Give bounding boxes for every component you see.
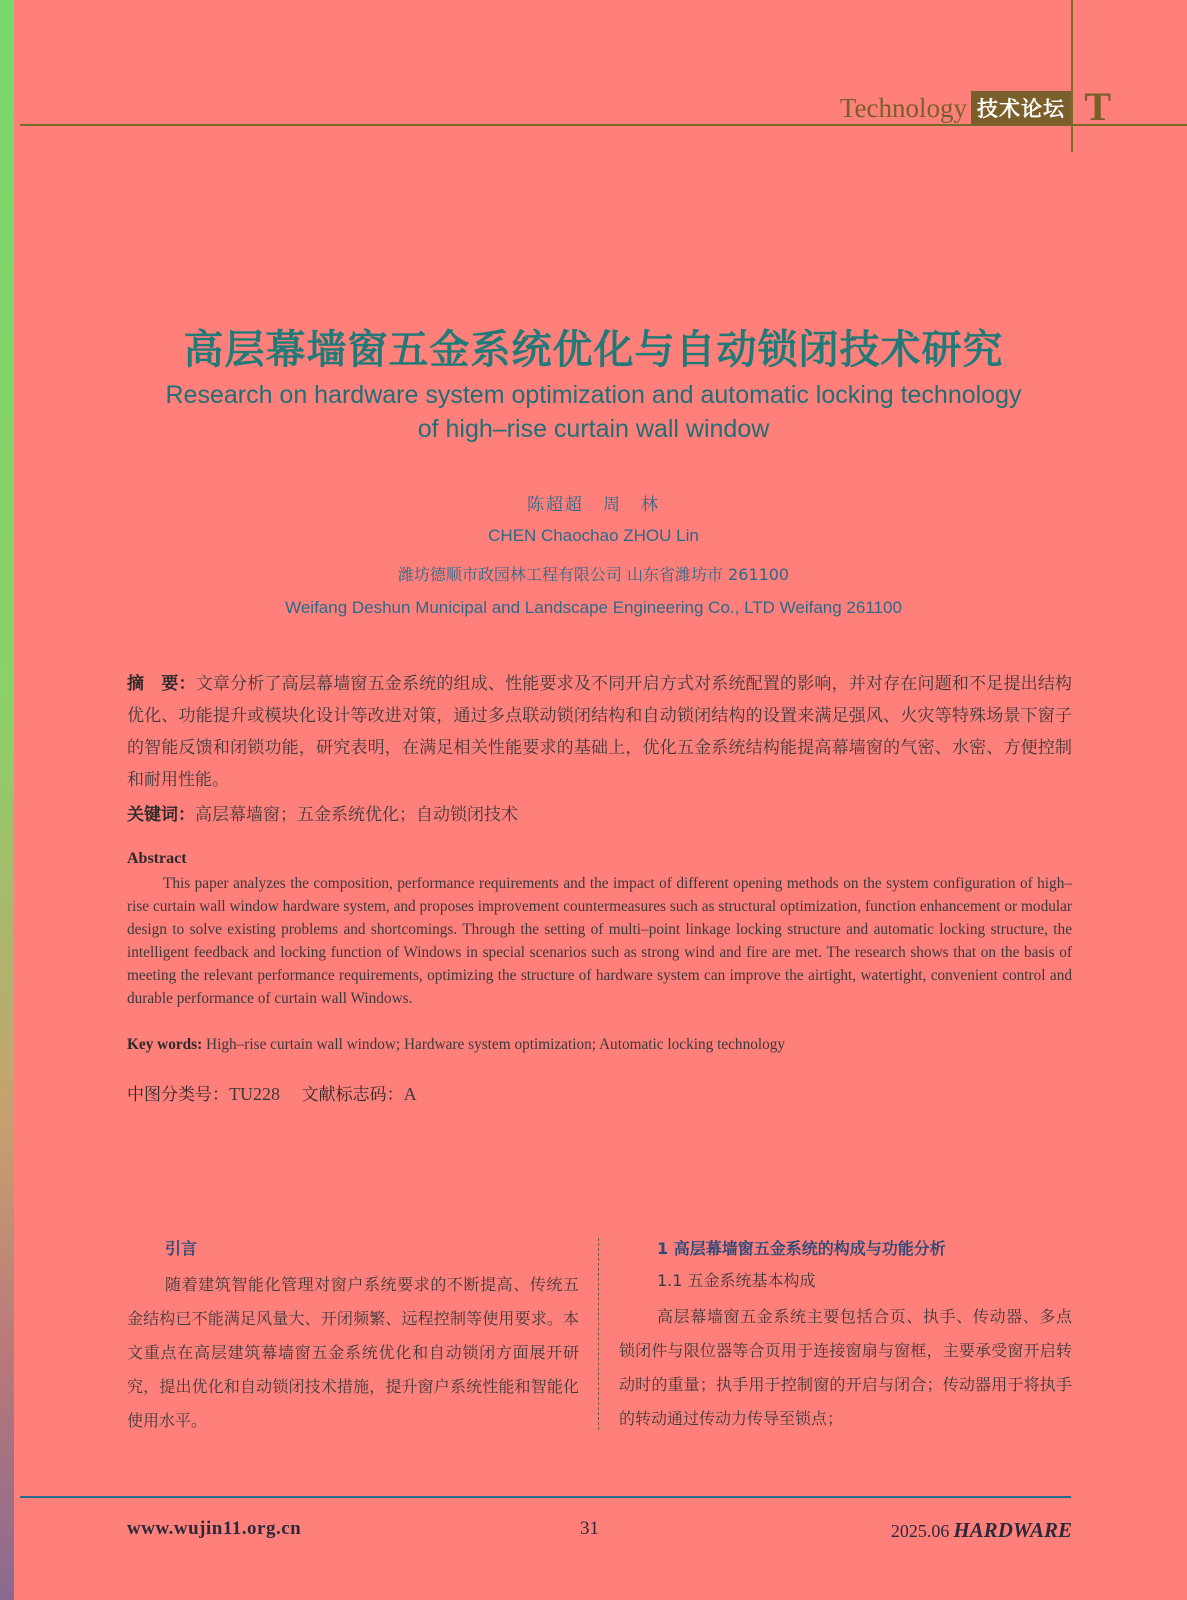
keywords-zh	[127, 800, 518, 825]
footer-issue	[891, 1518, 1072, 1543]
body-right-column	[619, 1236, 1072, 1436]
left-color-strip	[0, 0, 14, 1600]
doc-code-value: A	[403, 1084, 417, 1104]
clc-label: 中图分类号：	[127, 1085, 229, 1105]
section-header	[839, 84, 1111, 129]
keywords-en-label: Key words:	[127, 1036, 203, 1053]
section1-heading: 1 高层幕墙窗五金系统的构成与功能分析	[657, 1239, 946, 1258]
magazine-name: HARDWARE	[953, 1518, 1072, 1542]
title-en	[100, 378, 1087, 446]
section11-heading: 1.1 五金系统基本构成	[657, 1271, 816, 1290]
authors-zh: 陈超超 周 林	[527, 495, 660, 515]
section-name-en: Technology	[839, 92, 967, 123]
abstract-en-heading: Abstract	[127, 850, 187, 867]
doc-code-label: 文献标志码：	[301, 1085, 404, 1105]
authors-en: CHEN Chaochao ZHOU Lin	[488, 526, 699, 545]
intro-paragraph: 随着建筑智能化管理对窗户系统要求的不断提高、传统五金结构已不能满足风量大、开闭频繁、远程控制等使用要求。本文重点在高层建筑幕墙窗五金系统优化和自动锁闭方面展开研究，提出优化和自动锁闭技术措施，提升窗户系统性能和智能化使用水平。	[127, 1275, 579, 1430]
page-number: 31	[580, 1518, 599, 1539]
footer-rule	[20, 1496, 1071, 1498]
clc-value: TU228	[229, 1084, 280, 1104]
keywords-zh-label: 关键词：	[127, 805, 195, 825]
classification	[127, 1080, 417, 1105]
section-name-zh: 技术论坛	[971, 91, 1071, 125]
title-zh: 高层幕墙窗五金系统优化与自动锁闭技术研究	[183, 327, 1004, 373]
keywords-en	[127, 1036, 785, 1054]
title-en-line2: of high–rise curtain wall window	[417, 415, 770, 443]
abstract-zh-text: 文章分析了高层幕墙窗五金系统的组成、性能要求及不同开启方式对系统配置的影响，并对存在问题和不足提出结构优化、功能提升或模块化设计等改进对策，通过多点联动锁闭结构和自动锁闭结构的设置来满足强风、火灾等特殊场景下窗子的智能反馈和闭锁功能，研究表明，在满足相关性能要求的基础上，优化五金系统结构能提高幕墙窗的气密、水密、方便控制和耐用性能。	[127, 674, 1073, 790]
section-letter: T	[1084, 84, 1111, 129]
keywords-zh-text: 高层幕墙窗；五金系统优化；自动锁闭技术	[195, 805, 518, 825]
column-divider	[598, 1238, 599, 1430]
affiliation-en: Weifang Deshun Municipal and Landscape Engineering Co., LTD Weifang 261100	[285, 598, 902, 617]
intro-heading: 引言	[165, 1239, 198, 1258]
footer-website: www.wujin11.org.cn	[127, 1518, 302, 1539]
abstract-zh	[127, 668, 1072, 796]
affiliation-zh: 潍坊德顺市政园林工程有限公司 山东省潍坊市 261100	[397, 565, 790, 584]
body-left-column	[127, 1236, 579, 1438]
title-en-line1: Research on hardware system optimization and automatic locking technology	[165, 381, 1022, 409]
issue-date: 2025.06	[890, 1521, 950, 1541]
keywords-en-text: High–rise curtain wall window; Hardware system optimization; Automatic locking technology	[206, 1036, 786, 1053]
header-vertical-rule	[1071, 0, 1073, 152]
section11-paragraph: 高层幕墙窗五金系统主要包括合页、执手、传动器、多点锁闭件与限位器等合页用于连接窗扇与窗框，主要承受窗开启转动时的重量；执手用于控制窗的开启与闭合；传动器用于将执手的转动通过传动力传导至锁点；	[619, 1307, 1072, 1428]
abstract-zh-label: 摘 要：	[127, 674, 196, 694]
abstract-en-text: This paper analyzes the composition, performance requirements and the impact of different opening methods on the system configuration of high–rise curtain wall window hardware system, and proposes improvement countermeasures such as structural optimization, function enhancement or modular design to solve existing problems and shortcomings. Through the setting of multi–point linkage locking structure and automatic locking structure, the intelligent feedback and locking function of Windows in special scenarios such as strong wind and fire are met. The research shows that on the basis of meeting the relevant performance requirements, optimizing the structure of hardware system can improve the airtight, watertight, convenient control and durable performance of curtain wall Windows.	[127, 875, 1072, 1007]
